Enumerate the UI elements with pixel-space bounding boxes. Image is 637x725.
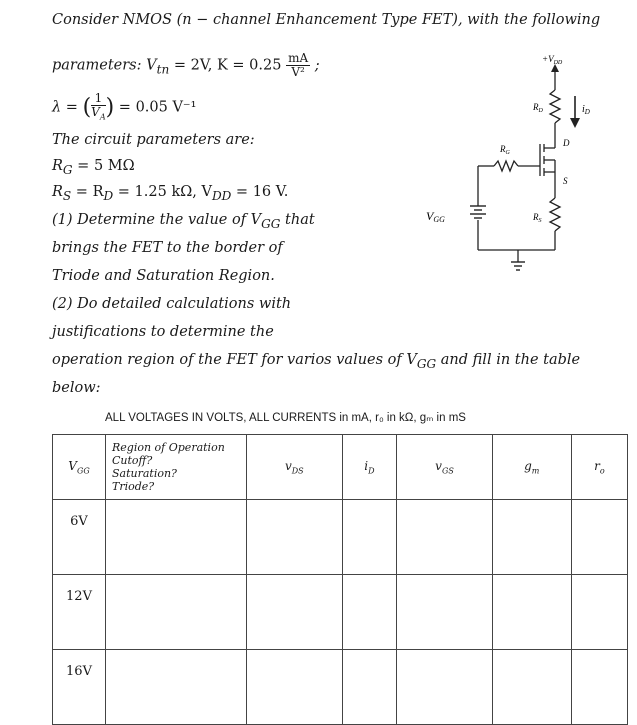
rd-label: $R_D$ bbox=[533, 102, 543, 114]
results-table bbox=[52, 434, 628, 725]
drain-label: D bbox=[563, 138, 570, 148]
cell-gm[interactable] bbox=[492, 575, 571, 650]
rd-resistor bbox=[550, 90, 560, 123]
question-2-line-4: below: bbox=[52, 380, 101, 396]
cell-id[interactable] bbox=[342, 575, 397, 650]
nmos-circuit-diagram bbox=[410, 48, 610, 288]
rg-line: $R_G = 5$ MΩ bbox=[52, 158, 135, 177]
question-2-line-3: operation region of the FET for varios values of $V_{GG}$ and fill in the table bbox=[52, 352, 581, 371]
problem-line-1: Consider NMOS (n − channel Enhancement Type FET), with the following bbox=[52, 12, 601, 28]
id-label: $i_D$ bbox=[582, 104, 590, 116]
vdd-label: $+V_{DD}$ bbox=[542, 54, 563, 66]
cell-id[interactable] bbox=[342, 500, 397, 575]
header-gm: $g_m$ bbox=[492, 435, 571, 500]
cell-vgs[interactable] bbox=[397, 575, 492, 650]
rg-label: $R_G$ bbox=[500, 144, 510, 156]
cell-ro[interactable] bbox=[571, 500, 627, 575]
header-id: $i_D$ bbox=[342, 435, 397, 500]
id-arrow-icon bbox=[570, 118, 580, 128]
question-2-line-1: (2) Do detailed calculations with bbox=[52, 296, 292, 312]
rs-line: $R_S = R_D = 1.25$ kΩ, $V_{DD} = 16$ V. bbox=[52, 184, 289, 203]
row-label-16v: 16V bbox=[53, 650, 106, 725]
source-label: S bbox=[563, 176, 568, 186]
question-1-line-3: Triode and Saturation Region. bbox=[52, 268, 275, 284]
cell-vgs[interactable] bbox=[397, 650, 492, 725]
cell-ro[interactable] bbox=[571, 575, 627, 650]
cell-region[interactable] bbox=[106, 500, 247, 575]
cell-vgs[interactable] bbox=[397, 500, 492, 575]
problem-parameters: parameters: $V_{tn} = 2V$, K = 0.25 $\frac{mA}{\text{V²}}$ ; bbox=[52, 51, 320, 79]
header-vgs: $v_{GS}$ bbox=[397, 435, 492, 500]
cell-gm[interactable] bbox=[492, 500, 571, 575]
header-vgg: $V_{GG}$ bbox=[53, 435, 106, 500]
table-units-banner: ALL VOLTAGES IN VOLTS, ALL CURRENTS in mA, r₀ in kΩ, gₘ in mS bbox=[105, 412, 466, 424]
circuit-params-heading: The circuit parameters are: bbox=[52, 132, 255, 148]
cell-region[interactable] bbox=[106, 650, 247, 725]
cell-gm[interactable] bbox=[492, 650, 571, 725]
cell-vds[interactable] bbox=[247, 500, 343, 575]
cell-vds[interactable] bbox=[247, 575, 343, 650]
header-vds: $v_{DS}$ bbox=[247, 435, 343, 500]
row-label-12v: 12V bbox=[53, 575, 106, 650]
rs-label: $R_S$ bbox=[533, 212, 542, 224]
cell-region[interactable] bbox=[106, 575, 247, 650]
lambda-line: λ = ( $\frac{1}{V_A}$ ) = 0.05 V⁻¹ bbox=[52, 91, 197, 122]
header-ro: $r_o$ bbox=[571, 435, 627, 500]
rs-resistor bbox=[550, 198, 560, 231]
question-1-line-2: brings the FET to the border of bbox=[52, 240, 283, 256]
table-header-row bbox=[53, 435, 628, 500]
rg-resistor bbox=[494, 161, 518, 171]
question-1-line-1: (1) Determine the value of $V_{GG}$ that bbox=[52, 212, 315, 231]
table-row bbox=[53, 575, 628, 650]
question-2-line-2: justifications to determine the bbox=[52, 324, 274, 340]
table-row bbox=[53, 650, 628, 725]
cell-id[interactable] bbox=[342, 650, 397, 725]
header-region: Region of Operation Cutoff? Saturation? Triode? bbox=[106, 435, 247, 500]
table-row bbox=[53, 500, 628, 575]
row-label-6v: 6V bbox=[53, 500, 106, 575]
cell-vds[interactable] bbox=[247, 650, 343, 725]
vgg-label: VGG bbox=[426, 209, 445, 224]
cell-ro[interactable] bbox=[571, 650, 627, 725]
